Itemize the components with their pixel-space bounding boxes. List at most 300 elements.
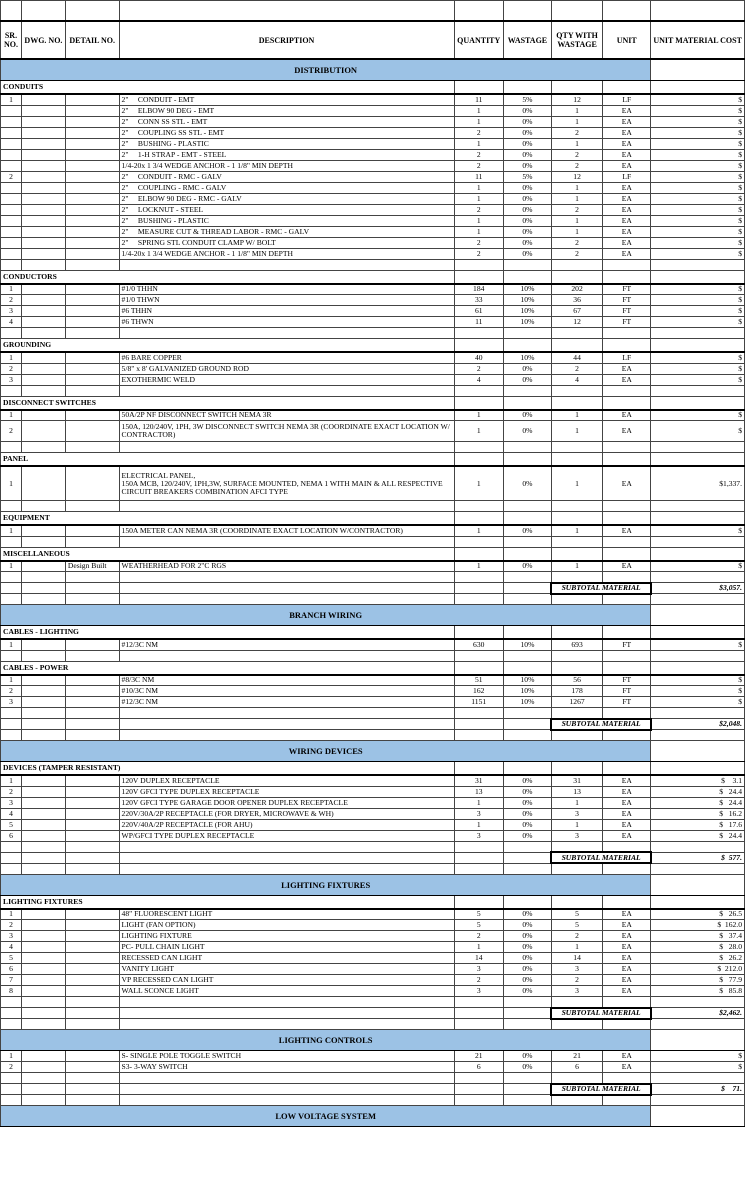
wastage-cell: 0%: [503, 160, 551, 171]
wastage-cell: 0%: [503, 964, 551, 975]
empty-cell: [65, 852, 119, 863]
wastage-cell: 0%: [503, 819, 551, 830]
detail-no-cell: [65, 686, 119, 697]
wastage-cell: 0%: [503, 909, 551, 920]
unit-cell: EA: [603, 909, 651, 920]
empty-cell: [503, 536, 551, 547]
unit-cell: EA: [603, 248, 651, 259]
empty-cell: [551, 708, 602, 719]
qty-with-wastage-cell: 13: [551, 786, 602, 797]
subtotal-label: SUBTOTAL MATERIAL: [551, 719, 650, 730]
detail-no-cell: [65, 410, 119, 421]
unit-cost-cell: $: [651, 127, 745, 138]
quantity-cell: 2: [454, 237, 503, 248]
empty-cell: [651, 895, 745, 909]
unit-cost-cell: $ 85.8: [651, 986, 745, 997]
description-cell: 2" MEASURE CUT & THREAD LABOR - RMC - GALV: [119, 226, 454, 237]
unit-cost-cell: $: [651, 1062, 745, 1073]
empty-cell: [603, 708, 651, 719]
qty-with-wastage-cell: 1: [551, 215, 602, 226]
empty-cell: [1, 583, 22, 594]
wastage-cell: 0%: [503, 149, 551, 160]
empty-cell: [65, 1073, 119, 1084]
empty-cell: [1, 863, 22, 874]
empty-cell: [65, 536, 119, 547]
empty-cell: [21, 442, 65, 453]
empty-cell: [454, 583, 503, 594]
empty-cell: [454, 626, 503, 640]
empty-cell: [1, 852, 22, 863]
detail-no-cell: [65, 317, 119, 328]
dwg-no-cell: [21, 149, 65, 160]
detail-no-cell: [65, 116, 119, 127]
empty-cell: [603, 863, 651, 874]
description-cell: 2" COUPLING - RMC - GALV: [119, 182, 454, 193]
dwg-no-cell: [21, 909, 65, 920]
blank-top-row: [1, 1, 745, 22]
empty-cell: [503, 453, 551, 467]
empty-cell: [119, 536, 454, 547]
dwg-no-cell: [21, 284, 65, 295]
sr-no-cell: 2: [1, 686, 22, 697]
table-row: [1, 686, 745, 697]
empty-cell: [21, 594, 65, 605]
unit-cost-cell: $ 77.9: [651, 975, 745, 986]
empty-cell: [651, 547, 745, 561]
category-row: [1, 547, 745, 561]
empty-cell: [651, 536, 745, 547]
dwg-no-cell: [21, 352, 65, 363]
empty-cell: [21, 708, 65, 719]
quantity-cell: 1: [454, 561, 503, 572]
sr-no-cell: [1, 105, 22, 116]
empty-cell: [551, 501, 602, 512]
category-title: DISCONNECT SWITCHES: [1, 396, 455, 410]
section-header-row: [1, 59, 745, 81]
empty-cell: [603, 841, 651, 852]
empty-cell: [503, 81, 551, 95]
empty-cell: [454, 708, 503, 719]
unit-cost-cell: $1,337.: [651, 466, 745, 501]
detail-no-cell: [65, 374, 119, 385]
unit-cost-cell: $ 3.1: [651, 775, 745, 786]
detail-no-cell: [65, 797, 119, 808]
empty-cell: [454, 852, 503, 863]
empty-cell: [1, 730, 22, 741]
empty-cell: [503, 650, 551, 661]
unit-cell: FT: [603, 697, 651, 708]
empty-cell: [503, 626, 551, 640]
empty-cell: [454, 512, 503, 526]
dwg-no-cell: [21, 1062, 65, 1073]
detail-no-cell: [65, 830, 119, 841]
empty-cell: [21, 583, 65, 594]
empty-cell: [551, 442, 602, 453]
detail-no-cell: [65, 138, 119, 149]
unit-cost-cell: $: [651, 686, 745, 697]
quantity-cell: 33: [454, 295, 503, 306]
header-unit-material-cost: UNIT MATERIAL COST: [651, 21, 745, 59]
empty-cell: [21, 1019, 65, 1030]
qty-with-wastage-cell: 3: [551, 830, 602, 841]
unit-cost-cell: $: [651, 525, 745, 536]
table-row: [1, 284, 745, 295]
table-row: [1, 204, 745, 215]
dwg-no-cell: [21, 697, 65, 708]
empty-cell: [503, 396, 551, 410]
wastage-cell: 0%: [503, 786, 551, 797]
empty-cell: [651, 501, 745, 512]
wastage-cell: 0%: [503, 561, 551, 572]
unit-cell: EA: [603, 808, 651, 819]
table-row: [1, 237, 745, 248]
wastage-cell: 0%: [503, 127, 551, 138]
wastage-cell: 0%: [503, 797, 551, 808]
wastage-cell: 0%: [503, 775, 551, 786]
detail-no-cell: [65, 920, 119, 931]
description-cell: 120V GFCI TYPE GARAGE DOOR OPENER DUPLEX RECEPTACLE: [119, 797, 454, 808]
detail-no-cell: [65, 942, 119, 953]
sr-no-cell: [1, 237, 22, 248]
category-title: CONDUCTORS: [1, 270, 455, 284]
description-cell: ELECTRICAL PANEL, 150A MCB, 120/240V, 1PH,3W, SURFACE MOUNTED, NEMA 1 WITH MAIN & ALL RESPECTIVE CIRCUIT BREAKERS COMBINATION AFCI TYPE: [119, 466, 454, 501]
qty-with-wastage-cell: 1: [551, 421, 602, 442]
description-cell: WEATHERHEAD FOR 2"C RGS: [119, 561, 454, 572]
empty-cell: [603, 650, 651, 661]
description-cell: #10/3C NM: [119, 686, 454, 697]
empty-cell: [503, 852, 551, 863]
description-cell: 2" LOCKNUT - STEEL: [119, 204, 454, 215]
wastage-cell: 10%: [503, 675, 551, 686]
qty-with-wastage-cell: 1: [551, 138, 602, 149]
empty-cell: [651, 1073, 745, 1084]
empty-cell: [21, 650, 65, 661]
empty-cell: [551, 1095, 602, 1106]
empty-cell: [119, 863, 454, 874]
description-cell: 120V GFCI TYPE DUPLEX RECEPTACLE: [119, 786, 454, 797]
spacer-row: [1, 385, 745, 396]
unit-cell: EA: [603, 193, 651, 204]
unit-cell: LF: [603, 94, 651, 105]
sr-no-cell: 2: [1, 421, 22, 442]
unit-cell: FT: [603, 686, 651, 697]
empty-cell: [603, 1095, 651, 1106]
empty-cell: [1, 841, 22, 852]
sr-no-cell: 6: [1, 964, 22, 975]
sr-no-cell: [1, 116, 22, 127]
table-row: [1, 1062, 745, 1073]
empty-cell: [503, 1008, 551, 1019]
detail-no-cell: [65, 953, 119, 964]
description-cell: VP RECESSED CAN LIGHT: [119, 975, 454, 986]
empty-cell: [603, 997, 651, 1008]
table-row: [1, 909, 745, 920]
dwg-no-cell: [21, 421, 65, 442]
detail-no-cell: [65, 160, 119, 171]
empty-cell: [21, 1084, 65, 1095]
empty-cell: [65, 259, 119, 270]
quantity-cell: 40: [454, 352, 503, 363]
wastage-cell: 0%: [503, 920, 551, 931]
category-title: DEVICES (TAMPER RESISTANT): [1, 762, 455, 776]
unit-cell: EA: [603, 410, 651, 421]
empty-cell: [65, 572, 119, 583]
description-cell: 48" FLUORESCENT LIGHT: [119, 909, 454, 920]
column-header-row: [1, 21, 745, 59]
detail-no-cell: [65, 639, 119, 650]
empty-cell: [603, 396, 651, 410]
unit-cost-cell: $ 24.4: [651, 786, 745, 797]
empty-cell: [454, 536, 503, 547]
qty-with-wastage-cell: 1: [551, 105, 602, 116]
spacer-row: [1, 1073, 745, 1084]
empty-cell: [65, 1084, 119, 1095]
unit-cost-cell: $: [651, 317, 745, 328]
table-row: [1, 525, 745, 536]
detail-no-cell: [65, 819, 119, 830]
empty-cell: [651, 997, 745, 1008]
empty-cell: [651, 270, 745, 284]
table-row: [1, 306, 745, 317]
quantity-cell: 14: [454, 953, 503, 964]
sr-no-cell: 1: [1, 1051, 22, 1062]
empty-cell: [651, 650, 745, 661]
empty-cell: [1, 1008, 22, 1019]
empty-cell: [551, 396, 602, 410]
category-title: LIGHTING FIXTURES: [1, 895, 455, 909]
empty-cell: [1, 1095, 22, 1106]
unit-cell: EA: [603, 942, 651, 953]
wastage-cell: 0%: [503, 466, 551, 501]
empty-cell: [551, 385, 602, 396]
wastage-cell: 0%: [503, 986, 551, 997]
unit-cell: EA: [603, 561, 651, 572]
unit-cost-cell: $ 28.0: [651, 942, 745, 953]
qty-with-wastage-cell: 2: [551, 931, 602, 942]
unit-cost-cell: $: [651, 193, 745, 204]
sr-no-cell: [1, 193, 22, 204]
empty-cell: [503, 719, 551, 730]
empty-cell: [651, 339, 745, 353]
empty-cell: [503, 1084, 551, 1095]
description-cell: 2" CONDUIT - EMT: [119, 94, 454, 105]
qty-with-wastage-cell: 14: [551, 953, 602, 964]
header-dwg-no: DWG. NO.: [21, 21, 65, 59]
unit-cell: EA: [603, 421, 651, 442]
sr-no-cell: [1, 215, 22, 226]
empty-cell: [454, 270, 503, 284]
empty-cell: [603, 453, 651, 467]
table-row: [1, 697, 745, 708]
empty-cell: [21, 852, 65, 863]
empty-cell: [65, 841, 119, 852]
empty-cell: [1, 501, 22, 512]
quantity-cell: 1: [454, 116, 503, 127]
quantity-cell: 3: [454, 808, 503, 819]
empty-cell: [603, 259, 651, 270]
unit-cost-cell: $: [651, 171, 745, 182]
empty-cell: [454, 730, 503, 741]
unit-cell: EA: [603, 204, 651, 215]
empty-cell: [551, 730, 602, 741]
detail-no-cell: [65, 775, 119, 786]
sr-no-cell: 2: [1, 363, 22, 374]
empty-cell: [651, 1030, 745, 1051]
empty-cell: [454, 650, 503, 661]
quantity-cell: 1: [454, 215, 503, 226]
detail-no-cell: [65, 421, 119, 442]
qty-with-wastage-cell: 1: [551, 193, 602, 204]
table-row: [1, 352, 745, 363]
dwg-no-cell: [21, 306, 65, 317]
sr-no-cell: [1, 248, 22, 259]
dwg-no-cell: [21, 363, 65, 374]
sr-no-cell: 1: [1, 410, 22, 421]
empty-cell: [119, 719, 454, 730]
qty-with-wastage-cell: 1: [551, 561, 602, 572]
empty-cell: [119, 841, 454, 852]
description-cell: #6 BARE COPPER: [119, 352, 454, 363]
empty-cell: [651, 863, 745, 874]
qty-with-wastage-cell: 6: [551, 1062, 602, 1073]
empty-cell: [119, 501, 454, 512]
dwg-no-cell: [21, 204, 65, 215]
quantity-cell: 1: [454, 525, 503, 536]
unit-cell: EA: [603, 160, 651, 171]
table-row: [1, 561, 745, 572]
subtotal-value: $3,057.: [651, 583, 745, 594]
qty-with-wastage-cell: 2: [551, 127, 602, 138]
empty-cell: [1, 997, 22, 1008]
dwg-no-cell: [21, 295, 65, 306]
empty-cell: [119, 730, 454, 741]
empty-cell: [551, 626, 602, 640]
table-row: [1, 639, 745, 650]
quantity-cell: 13: [454, 786, 503, 797]
description-cell: 2" COUPLING SS STL - EMT: [119, 127, 454, 138]
description-cell: 1/4-20x 1 3/4 WEDGE ANCHOR - 1 1/8" MIN DEPTH: [119, 160, 454, 171]
sr-no-cell: 1: [1, 466, 22, 501]
qty-with-wastage-cell: 5: [551, 920, 602, 931]
wastage-cell: 0%: [503, 1051, 551, 1062]
unit-cost-cell: $ 162.0: [651, 920, 745, 931]
empty-cell: [503, 1095, 551, 1106]
detail-no-cell: [65, 295, 119, 306]
quantity-cell: 11: [454, 94, 503, 105]
empty-cell: [503, 385, 551, 396]
sr-no-cell: 5: [1, 953, 22, 964]
empty-cell: [503, 339, 551, 353]
empty-cell: [651, 626, 745, 640]
unit-cell: FT: [603, 284, 651, 295]
empty-cell: [651, 328, 745, 339]
qty-with-wastage-cell: 2: [551, 160, 602, 171]
quantity-cell: 1: [454, 466, 503, 501]
header-quantity: QUANTITY: [454, 21, 503, 59]
unit-cost-cell: $: [651, 561, 745, 572]
empty-cell: [551, 536, 602, 547]
empty-cell: [603, 762, 651, 776]
table-row: [1, 1051, 745, 1062]
spacer-row: [1, 572, 745, 583]
quantity-cell: 1: [454, 182, 503, 193]
unit-cell: EA: [603, 127, 651, 138]
empty-cell: [503, 270, 551, 284]
quantity-cell: 2: [454, 127, 503, 138]
dwg-no-cell: [21, 215, 65, 226]
empty-cell: [503, 863, 551, 874]
description-cell: #1/0 THHN: [119, 284, 454, 295]
table-row: [1, 374, 745, 385]
unit-cell: EA: [603, 215, 651, 226]
dwg-no-cell: [21, 986, 65, 997]
unit-cost-cell: $: [651, 138, 745, 149]
wastage-cell: 0%: [503, 182, 551, 193]
unit-cost-cell: $: [651, 639, 745, 650]
dwg-no-cell: [21, 226, 65, 237]
qty-with-wastage-cell: 3: [551, 964, 602, 975]
description-cell: 120V DUPLEX RECEPTACLE: [119, 775, 454, 786]
quantity-cell: 5: [454, 909, 503, 920]
unit-cell: EA: [603, 149, 651, 160]
subtotal-row: [1, 719, 745, 730]
empty-cell: [65, 1008, 119, 1019]
empty-cell: [454, 396, 503, 410]
empty-cell: [21, 501, 65, 512]
table-row: [1, 138, 745, 149]
empty-cell: [651, 874, 745, 895]
empty-cell: [119, 708, 454, 719]
empty-cell: [651, 730, 745, 741]
table-row: [1, 675, 745, 686]
subtotal-label: SUBTOTAL MATERIAL: [551, 852, 650, 863]
dwg-no-cell: [21, 808, 65, 819]
qty-with-wastage-cell: 12: [551, 171, 602, 182]
empty-cell: [503, 841, 551, 852]
description-cell: 2" SPRING STL CONDUIT CLAMP W/ BOLT: [119, 237, 454, 248]
empty-cell: [1, 385, 22, 396]
sr-no-cell: 4: [1, 942, 22, 953]
empty-cell: [65, 708, 119, 719]
subtotal-value: $2,048.: [651, 719, 745, 730]
header-sr-no: SR. NO.: [1, 21, 22, 59]
empty-cell: [65, 594, 119, 605]
unit-cost-cell: $: [651, 182, 745, 193]
subtotal-row: [1, 1008, 745, 1019]
empty-cell: [551, 1073, 602, 1084]
unit-cost-cell: $: [651, 94, 745, 105]
dwg-no-cell: [21, 786, 65, 797]
table-row: [1, 105, 745, 116]
empty-cell: [603, 1019, 651, 1030]
empty-cell: [603, 547, 651, 561]
description-cell: VANITY LIGHT: [119, 964, 454, 975]
wastage-cell: 0%: [503, 204, 551, 215]
description-cell: 2" ELBOW 90 DEG - EMT: [119, 105, 454, 116]
empty-cell: [21, 572, 65, 583]
empty-cell: [503, 512, 551, 526]
quantity-cell: 2: [454, 975, 503, 986]
qty-with-wastage-cell: 2: [551, 975, 602, 986]
wastage-cell: 0%: [503, 116, 551, 127]
empty-cell: [65, 650, 119, 661]
wastage-cell: 0%: [503, 105, 551, 116]
empty-cell: [503, 328, 551, 339]
empty-cell: [454, 719, 503, 730]
section-title: DISTRIBUTION: [1, 59, 651, 81]
unit-cost-cell: $: [651, 160, 745, 171]
table-row: [1, 942, 745, 953]
